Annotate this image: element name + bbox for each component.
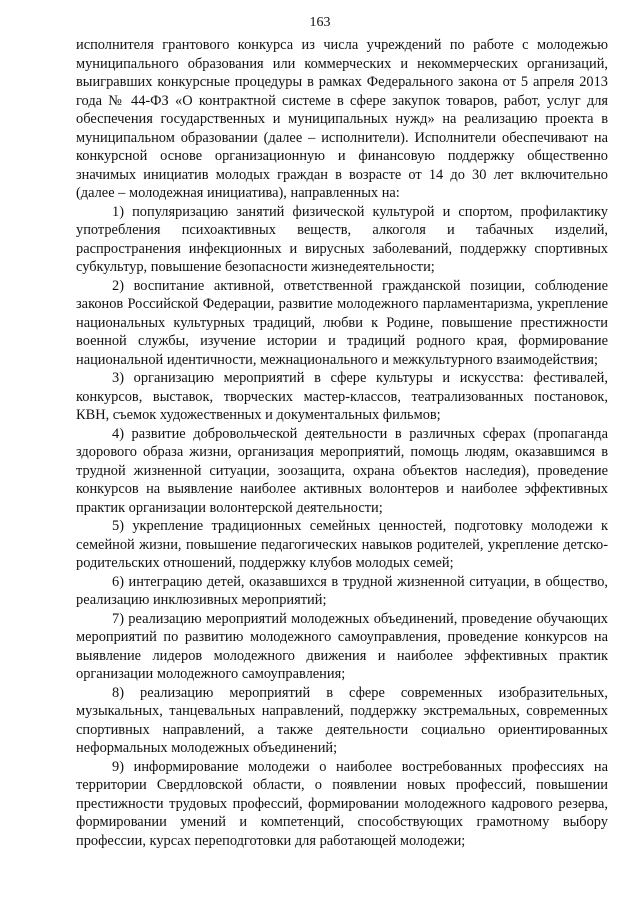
page-number: 163 <box>309 15 331 30</box>
list-item-6: 6) интеграцию детей, оказавшихся в трудной жизненной ситуации, в общество, реализацию инклюзивных мероприятий; <box>76 573 608 608</box>
list-item-2: 2) воспитание активной, ответственной гражданской позиции, соблюдение законов Российской Федерации, развитие молодежного парламентаризма, укрепление национальных культурных традиций, любви к Родине, повышение престижности военной службы, изучение истории и традиций родного края, формирование национальной идентичности, межнационального и межкультурного взаимодействия; <box>76 277 608 368</box>
list-item-5: 5) укрепление традиционных семейных ценностей, подготовку молодежи к семейной жизни, повышение педагогических навыков родителей, укрепление детско-родительских отношений, поддержку клубов молодых семей; <box>76 518 608 571</box>
list-item-4: 4) развитие добровольческой деятельности в различных сферах (пропаганда здорового образа жизни, организация мероприятий, помощь людям, оказавшимся в трудной жизненной ситуации, зоозащита, охрана объектов наследия), проведение конкурсов на выявление наиболее активных волонтеров и наиболее эффективных практик организации волонтерской деятельности; <box>76 425 608 516</box>
list-item-7: 7) реализацию мероприятий молодежных объединений, проведение обучающих мероприятий по развитию молодежного самоуправления, проведение конкурсов на выявление лидеров молодежного движения и наиболее эффективных практик организации молодежного самоуправления; <box>76 610 608 682</box>
paragraph-intro: исполнителя грантового конкурса из числа учреждений по работе с молодежью муниципального образования или коммерческих и некоммерческих организаций, выигравших конкурсные процедуры в рамках Федерального закона от 5 апреля 2013 года № 44-ФЗ «О контрактной системе в сфере закупок товаров, работ, услуг для обеспечения государственных и муниципальных нужд» на реализацию проекта в муниципальном образовании (далее – исполнители). Исполнители обеспечивают на конкурсной основе организационную и финансовую поддержку общественно значимых инициатив молодых граждан в возрасте от 14 до 30 лет включительно (далее – молодежная инициатива), направленных на: <box>76 37 608 201</box>
document-body <box>76 36 608 850</box>
list-item-9: 9) информирование молодежи о наиболее востребованных профессиях на территории Свердловской области, о появлении новых профессий, повышении престижности трудовых профессий, формировании молодежного кадрового резерва, формировании умений и компетенций, способствующих грамотному выбору профессии, курсах переподготовки для работающей молодежи; <box>76 758 608 849</box>
list-item-1: 1) популяризацию занятий физической культурой и спортом, профилактику употребления психоактивных веществ, алкоголя и табачных изделий, распространения инфекционных и вирусных заболеваний, поддержку спортивных субкультур, повышение безопасности жизнедеятельности; <box>76 203 608 275</box>
list-item-3: 3) организацию мероприятий в сфере культуры и искусства: фестивалей, конкурсов, выставок, творческих мастер-классов, театрализованных постановок, КВН, съемок художественных и документальных фильмов; <box>76 370 608 423</box>
list-item-8: 8) реализацию мероприятий в сфере современных изобразительных, музыкальных, танцевальных направлений, поддержку экстремальных, современных спортивных направлений, а также деятельности социально ориентированных неформальных молодежных объединений; <box>76 684 608 756</box>
